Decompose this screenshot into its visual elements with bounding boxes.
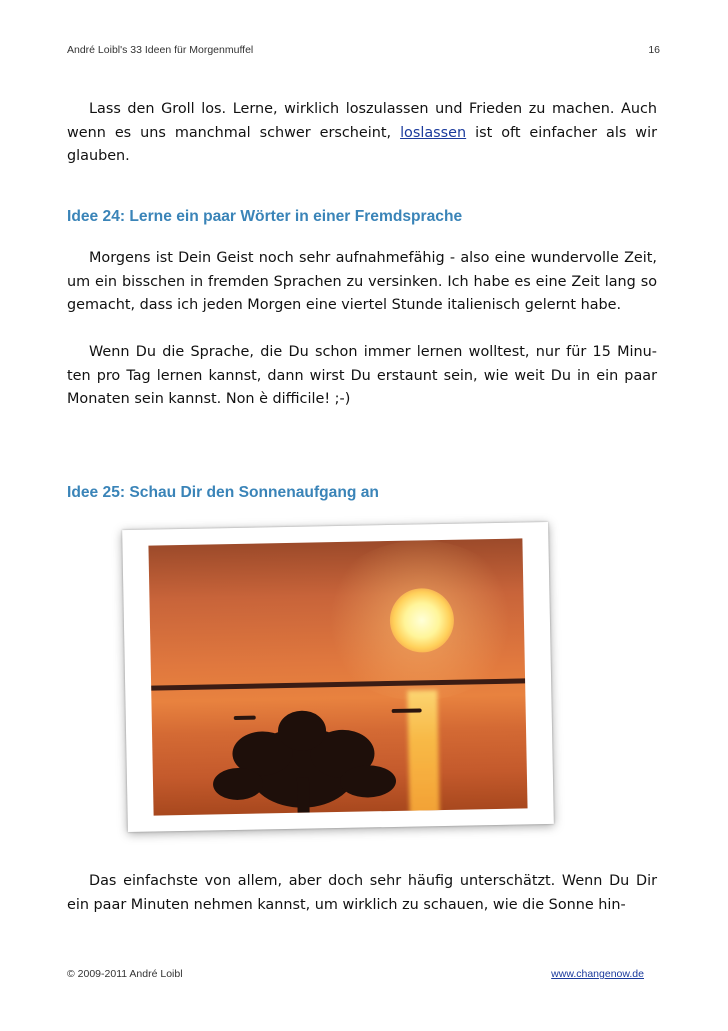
idee-24-paragraph-1: Morgens ist Dein Geist noch sehr aufnahmefähig - also eine wundervolle Zeit, um ein bisschen in fremden Sprachen zu versinken. Ich habe es eine Zeit lang so gemacht, dass ich jeden Morgen eine viertel Stunde italienisch gelernt habe. — [67, 250, 657, 313]
sunrise-photo-frame — [122, 522, 554, 832]
idee-24-heading: Idee 24: Lerne ein paar Wörter in einer Fremdsprache — [67, 208, 463, 225]
idee-25-heading: Idee 25: Schau Dir den Sonnenaufgang an — [67, 484, 379, 501]
page-number: 16 — [648, 44, 660, 56]
sunrise-photo — [148, 538, 527, 815]
loslassen-link[interactable]: loslassen — [400, 124, 467, 141]
footer-website-link[interactable]: www.changenow.de — [551, 968, 644, 980]
running-header-title: André Loibl's 33 Ideen für Morgenmuffel — [67, 44, 254, 56]
intro-paragraph: Lass den Groll los. Lerne, wirklich loszulassen und Frieden zu machen. Auch wenn es uns manchmal schwer erscheint, loslassen ist oft einfacher als wir glauben. — [67, 101, 657, 164]
footer-copyright: © 2009-2011 André Loibl — [67, 968, 183, 980]
idee-24-paragraph-2: Wenn Du die Sprache, die Du schon immer lernen wolltest, nur für 15 Minu-ten pro Tag lernen kannst, dann wirst Du erstaunt sein, wie weit Du in ein paar Monaten sein kannst. Non è difficile! ;-) — [67, 344, 657, 407]
idee-25-paragraph-1: Das einfachste von allem, aber doch sehr häufig unterschätzt. Wenn Du Dir ein paar Minuten nehmen kannst, um wirklich zu schauen, wie die Sonne hin- — [67, 873, 657, 913]
tree-silhouette-icon — [191, 681, 413, 815]
